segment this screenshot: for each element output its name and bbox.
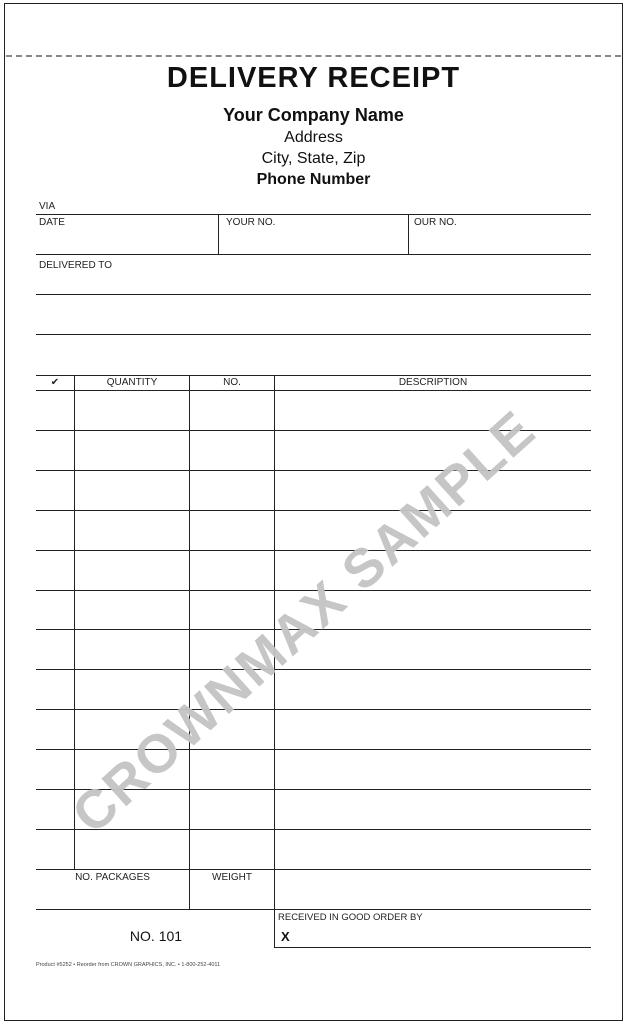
date-label: DATE: [39, 217, 65, 228]
your-no-label: YOUR NO.: [226, 217, 276, 228]
weight-label: WEIGHT: [212, 872, 252, 883]
weight-line: [36, 909, 591, 910]
table-row: [36, 869, 591, 870]
check-header: ✔: [50, 377, 60, 388]
table-row: [36, 510, 591, 511]
table-header-line: [36, 390, 591, 391]
delivered-to-line-2: [36, 334, 591, 335]
table-row: [36, 550, 591, 551]
received-label: RECEIVED IN GOOD ORDER BY: [278, 912, 423, 923]
delivered-to-label: DELIVERED TO: [39, 260, 112, 271]
company-city-state-zip: City, State, Zip: [261, 150, 366, 167]
signature-x: X: [281, 929, 290, 944]
form-title: DELIVERY RECEIPT: [166, 62, 461, 94]
product-note: Product #5252 • Reorder from CROWN GRAPHICS, INC. • 1-800-252-4011: [36, 962, 221, 968]
table-row: [36, 709, 591, 710]
via-line: [36, 214, 591, 215]
date-line: [36, 254, 591, 255]
quantity-header: QUANTITY: [106, 377, 158, 388]
description-header: DESCRIPTION: [398, 377, 468, 388]
company-phone: Phone Number: [256, 171, 371, 188]
our-no-label: OUR NO.: [414, 217, 457, 228]
your-no-divider: [408, 214, 409, 254]
delivered-to-line-1: [36, 294, 591, 295]
sample-watermark: CROWNMAX SAMPLE: [60, 398, 548, 846]
receipt-number: NO. 101: [129, 928, 183, 944]
date-divider: [218, 214, 219, 254]
no-header: NO.: [223, 377, 241, 388]
no-packages-label: NO. PACKAGES: [75, 872, 150, 883]
via-label: VIA: [39, 201, 56, 212]
table-row: [36, 669, 591, 670]
table-top-line: [36, 375, 591, 376]
company-name: Your Company Name: [223, 105, 404, 125]
signature-line: [274, 947, 591, 948]
company-address: Address: [284, 129, 343, 146]
perforation-line: [6, 55, 621, 57]
